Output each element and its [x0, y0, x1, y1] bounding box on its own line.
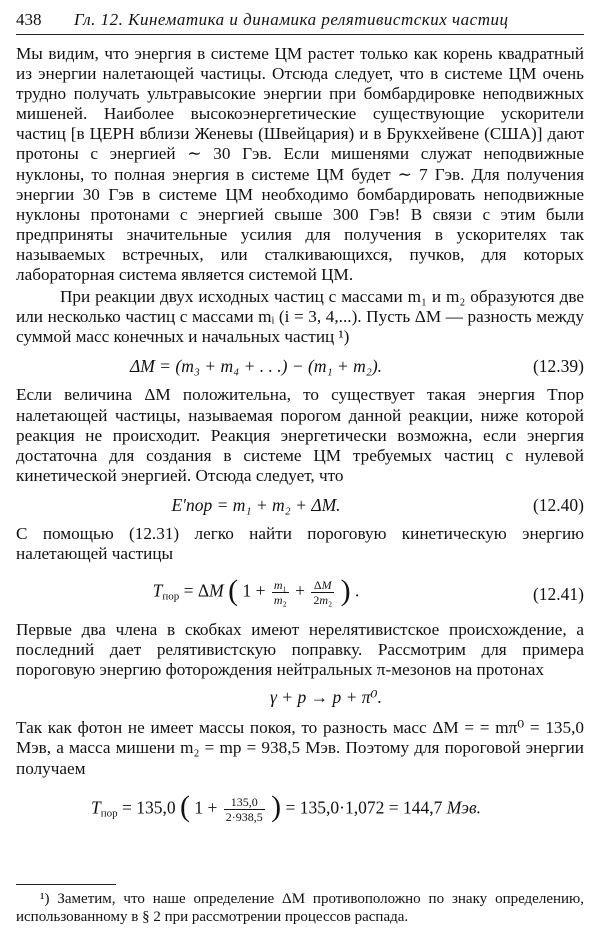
equation-formula: $T_{пор} = \Delta M$ ( 1 + $\frac{\text{m₁}}{\text{m₂}}$ + $\frac{\Delta M}{\text{2m₂}}$ ) . [152, 573, 360, 608]
equation-formula: $T_{пор} = 135,0$ ( 1 + $\frac{135,0}{2\cdot 938,5}$ ) = 135,0·1,072 = 144,7 Мэв. [91, 790, 481, 824]
paragraph-2: При реакции двух исходных частиц с массами m₁ и m₂ образуются две или несколько частиц с массами mᵢ (i = 3, 4,...). Пусть ΔM — разность между суммой масс конечных и начальных частиц ¹) [16, 287, 584, 347]
equation-number: (12.41) [532, 584, 584, 605]
equation-formula: E′пор = m₁ + m₂ + ΔM. [171, 494, 341, 515]
paragraph-6: Так как фотон не имеет массы покоя, то разность масс ΔM = = mπ⁰ = 135,0 Мэв, а масса мишени m₂ = mp = 938,5 Мэв. Поэтому для пороговой энергии получаем [16, 718, 584, 778]
equation-12-39 [16, 353, 584, 381]
page-body [16, 44, 584, 839]
equation-reaction [16, 684, 584, 710]
paragraph-3: Если величина ΔM положительна, то существует такая энергия Tпор налетающей частицы, называемая порогом данной реакции, ниже которой реакция не происходит. Реакция энергетически возможна, если энергия достаточна для создания в системе ЦМ требуемых частиц с нулевой кинетической энергией. Отсюда следует, что [16, 385, 584, 485]
paragraph-5: Первые два члена в скобках имеют нерелятивистское происхождение, а последний дает релятивистскую поправку. Рассмотрим для примера пороговую энергию фоторождения нейтральных π-мезонов на протонах [16, 620, 584, 680]
footnote: ¹) Заметим, что наше определение ΔM противоположно по знаку определению, использованному в § 2 при рассмотрении процессов распада. [16, 891, 584, 925]
equation-formula: ΔM = (m₃ + m₄ + . . .) − (m₁ + m₂). [129, 356, 383, 377]
equation-12-41 [16, 572, 584, 616]
equation-threshold-result [16, 789, 584, 835]
page-number: 438 [16, 10, 42, 29]
equation-formula: γ + p → p + π⁰. [270, 687, 382, 708]
running-header [16, 8, 584, 35]
paragraph-1: Мы видим, что энергия в системе ЦМ растет только как корень квадратный из энергии налетающей частицы. Отсюда следует, что в системе ЦМ очень трудно получать ультравысокие энергии при бомбардировке неподвижных мишеней. Наиболее высокоэнергетические существующие ускорители частиц [в ЦЕРН вблизи Женевы (Швейцария) и в Брукхейвене (США)] дают протоны с энергией ∼ 30 Гэв. Если мишенями служат неподвижные нуклоны, то полная энергия в системе ЦМ будет ∼ 7 Гэв. Для получения энергии 30 Гэв в системе ЦМ необходимо бомбардировать неподвижные нуклоны протонами с энергией свыше 300 Гэв! В связи с этим были предприняты значительные усилия для получения в ускорителях так называемых встречных, или сталкивающихся, пучков, для которых лабораторная система является системой ЦМ. [16, 44, 584, 285]
equation-12-40 [16, 492, 584, 520]
running-title: Гл. 12. Кинематика и динамика релятивистских частиц [74, 10, 509, 29]
paragraph-4: С помощью (12.31) легко найти пороговую кинетическую энергию налетающей частицы [16, 523, 584, 563]
equation-number: (12.39) [532, 356, 584, 377]
footnote-divider [16, 884, 116, 885]
equation-number: (12.40) [532, 494, 584, 515]
